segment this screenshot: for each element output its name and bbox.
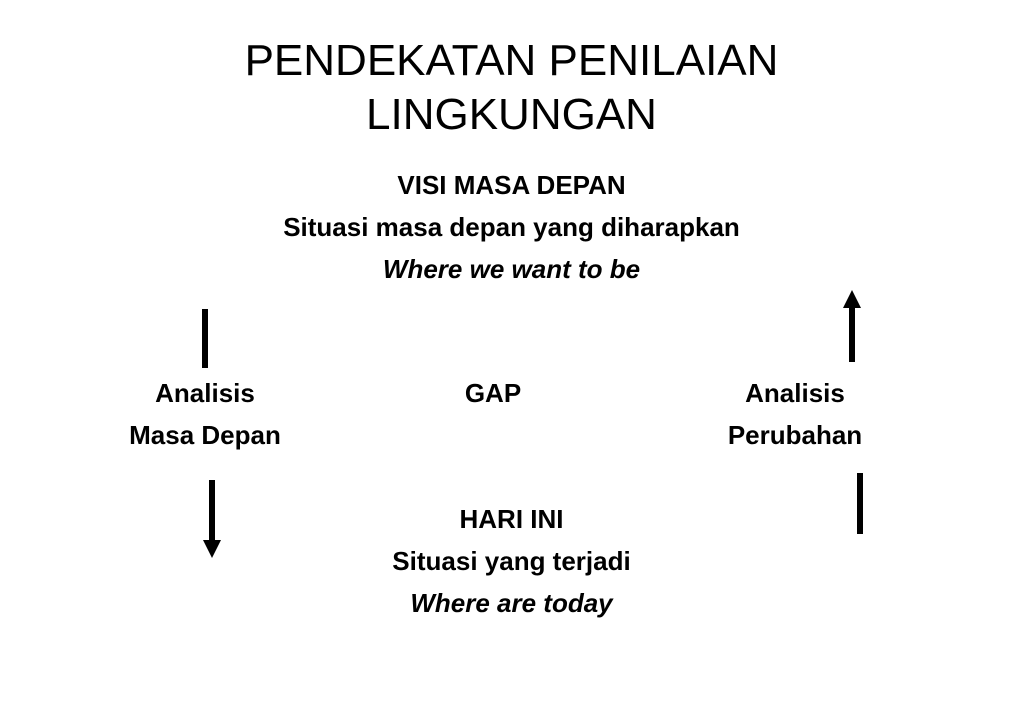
today-description: Situasi yang terjadi: [392, 546, 631, 576]
future-analysis-label: [55, 372, 355, 456]
change-analysis-line-1: Analisis: [745, 378, 845, 408]
today-english: Where are today: [410, 588, 613, 618]
title-line-1: PENDEKATAN PENILAIAN: [244, 36, 779, 85]
change-analysis-label: [645, 372, 945, 456]
slide-title: [0, 34, 1023, 142]
future-vision-description: Situasi masa depan yang diharapkan: [283, 212, 740, 242]
today-block: [0, 498, 1023, 624]
today-heading: HARI INI: [459, 504, 564, 534]
future-analysis-line-1: Analisis: [155, 378, 255, 408]
gap-text: GAP: [464, 378, 522, 408]
future-vision-english: Where we want to be: [382, 254, 641, 284]
future-vision-block: [0, 164, 1023, 290]
future-vision-heading: VISI MASA DEPAN: [397, 170, 626, 200]
change-analysis-line-2: Perubahan: [727, 420, 863, 450]
gap-label: [393, 372, 593, 414]
right-up-arrowhead-icon: [843, 290, 861, 308]
future-analysis-line-2: Masa Depan: [129, 420, 281, 450]
title-line-2: LINGKUNGAN: [366, 90, 657, 139]
